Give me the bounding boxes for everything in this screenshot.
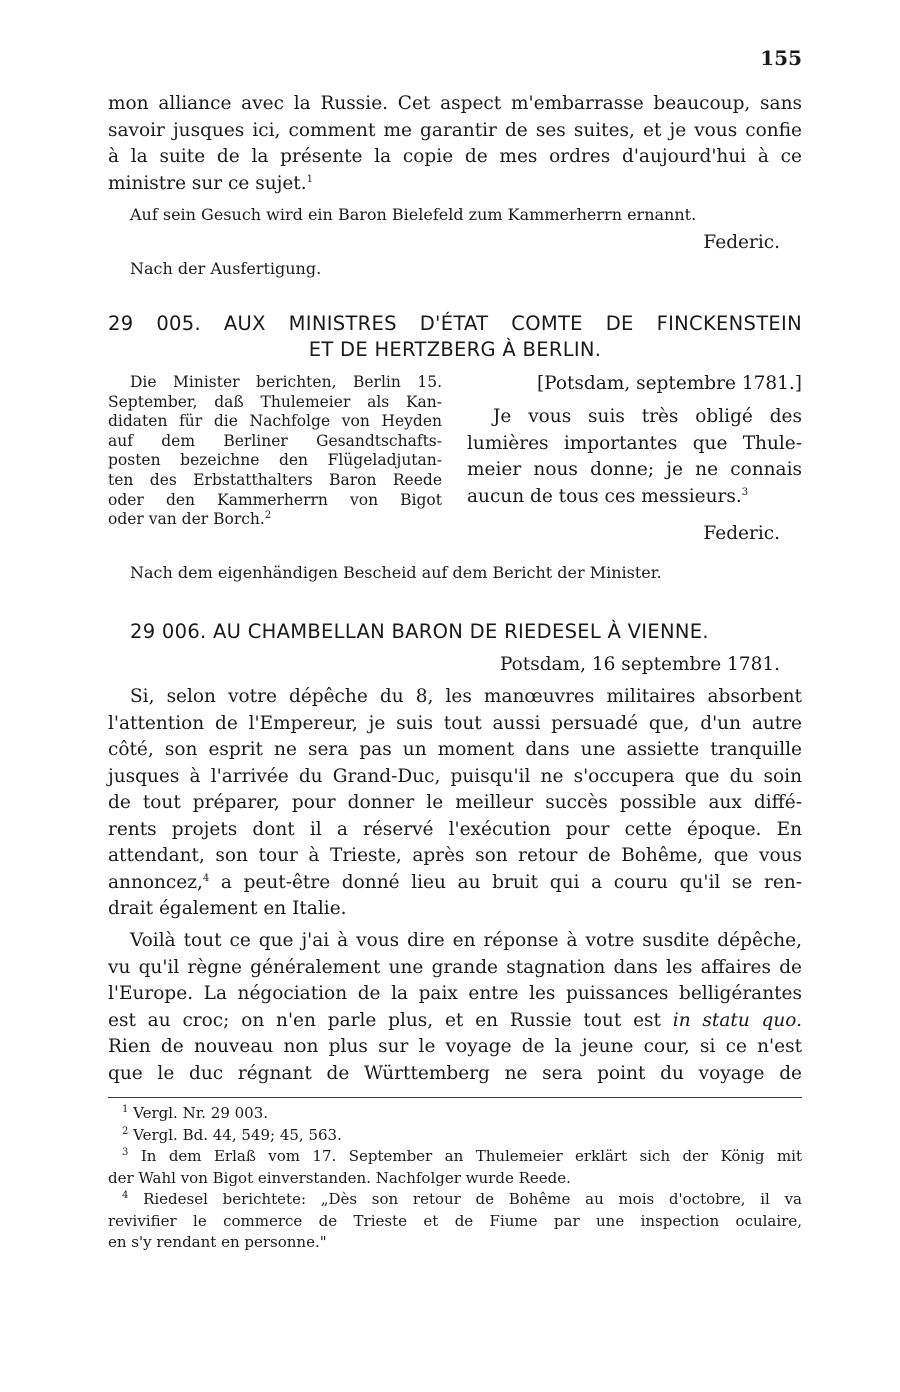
summary-line: September, daß Thulemeier als Kan-	[108, 392, 442, 411]
footnote-mark: 1	[122, 1104, 129, 1115]
letter-text	[467, 404, 802, 510]
summary-line: Die Minister berichten, Berlin 15.	[130, 373, 442, 391]
summary-line: oder van der Borch.$^2$	[108, 510, 272, 529]
summary-line: didaten für die Nachfolge von Heyden	[108, 412, 442, 431]
letter-heading: 29 006. AU CHAMBELLAN BARON DE RIEDESEL À VIENNE.	[130, 620, 709, 643]
text-line: Je vous suis très obligé des	[493, 406, 802, 427]
text-line: Rien de nouveau non plus sur le voyage de la jeune cour, si ce n'est	[108, 1036, 802, 1057]
source-note: Nach der Ausfertigung.	[130, 259, 322, 278]
summary-line: ten des Erbstatthalters Baron Reede	[108, 470, 442, 489]
text-line: drait également en Italie.	[108, 898, 347, 919]
source-note: Nach dem eigenhändigen Bescheid auf dem Bericht der Minister.	[130, 563, 662, 582]
footnote: $^4$ Riedesel berichtete: „Dès son retour de Bohême au mois d'octobre, il va revivifier le commerce de Trieste et de Fiume par une inspection oculaire, en s'y rendant en personne."	[108, 1190, 802, 1251]
footnote-ref: 3	[741, 486, 749, 498]
text-line: aucun de tous ces messieurs.$^3$	[467, 485, 749, 507]
footnote-ref: 2	[264, 510, 272, 521]
text-line: annoncez,$^4$ a peut-être donné lieu au bruit qui a couru qu'il se ren-	[108, 871, 802, 893]
place-date: [Potsdam, septembre 1781.]	[536, 373, 802, 394]
letter-paragraph	[108, 928, 802, 1087]
text-line: Si, selon votre dépêche du 8, les manœuvres militaires absorbent	[130, 686, 802, 707]
text-line: ministre sur ce sujet.$^1$	[108, 172, 313, 194]
text-line: côté, son esprit ne sera pas un moment dans une assiette tranquille	[108, 739, 802, 760]
summary-line: oder den Kammerherrn von Bigot	[108, 490, 442, 509]
continued-paragraph	[108, 91, 802, 197]
footnote: $^3$ In dem Erlaß vom 17. September an Thulemeier erklärt sich der König mit der Wahl von Bigot einverstanden. Nachfolger wurde Reede.	[108, 1147, 802, 1187]
text-line: mon alliance avec la Russie. Cet aspect m'embarrasse beaucoup, sans	[108, 93, 802, 114]
footnote-mark: 2	[122, 1125, 129, 1137]
footnote: $^2$ Vergl. Bd. 44, 549; 45, 563.	[122, 1125, 342, 1144]
summary-line: posten bezeichne den Flügeladjutan-	[108, 451, 442, 470]
letter-heading: 29 005. AUX MINISTRES D'ÉTAT COMTE DE FINCKENSTEIN	[108, 312, 802, 335]
text-line: savoir jusques ici, comment me garantir de ses suites, et je vous confie	[108, 119, 802, 141]
text-line: à la suite de la présente la copie de mes ordres d'aujourd'hui à ce	[108, 146, 802, 167]
signature: Federic.	[703, 232, 780, 253]
footnotes	[108, 1103, 802, 1254]
summary-column	[108, 373, 442, 530]
footnote-ref: 4	[202, 872, 210, 884]
text-line: de tout préparer, pour donner le meilleur succès possible aux diffé-	[108, 792, 802, 813]
text-line: est au croc; on n'en parle plus, et en Russie tout est in statu quo.	[108, 1009, 802, 1031]
text-line: meier nous donne; je ne connais	[467, 459, 802, 480]
text-line: attendant, son tour à Trieste, après son retour de Bohême, que vous	[108, 845, 802, 866]
text-line: Voilà tout ce que j'ai à vous dire en réponse à votre susdite dépêche,	[130, 930, 802, 951]
text-line: rents projets dont il a réservé l'exécution pour cette époque. En	[108, 818, 802, 840]
text-line: lumières importantes que Thule-	[467, 432, 802, 454]
footnote-mark: 4	[122, 1190, 129, 1201]
footnote-ref: 1	[306, 173, 313, 185]
text-line: l'Europe. La négociation de la paix entre les puissances belligérantes	[108, 983, 802, 1004]
footnote-mark: 3	[122, 1147, 129, 1158]
text-line: jusques à l'arrivée du Grand-Duc, puisqu'il ne s'occupera que du soin	[108, 765, 802, 787]
italic-phrase: in statu quo.	[672, 1009, 802, 1031]
letter-heading-line2: ET DE HERTZBERG À BERLIN.	[308, 338, 602, 361]
signature: Federic.	[703, 523, 780, 544]
page-number: 155	[760, 46, 802, 70]
text-line: que le duc régnant de Württemberg ne sera point du voyage de	[108, 1062, 802, 1084]
editorial-note: Auf sein Gesuch wird ein Baron Bielefeld zum Kammerherrn ernannt.	[130, 205, 697, 224]
text-line: vu qu'il règne généralement une grande stagnation dans les affaires de	[108, 956, 802, 978]
place-date: Potsdam, 16 septembre 1781.	[499, 654, 780, 675]
footnote-divider	[108, 1097, 802, 1098]
text-line: l'attention de l'Empereur, je suis tout aussi persuadé que, d'un autre	[108, 712, 802, 734]
summary-line: auf dem Berliner Gesandtschafts-	[108, 431, 442, 450]
letter-paragraph	[108, 684, 802, 923]
footnote: $^1$ Vergl. Nr. 29 003.	[122, 1104, 269, 1122]
